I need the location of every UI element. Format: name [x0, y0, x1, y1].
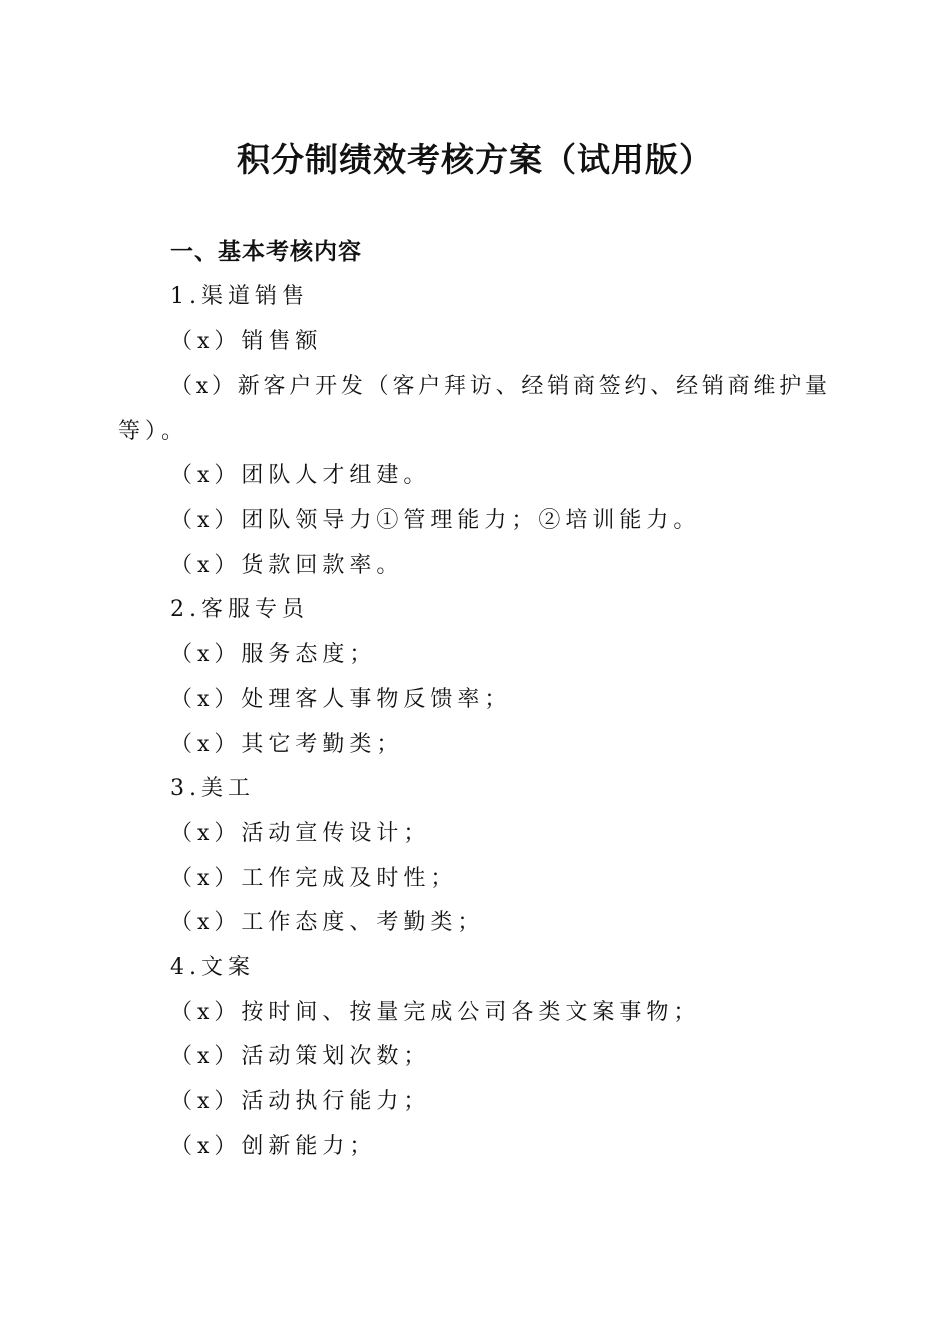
- list-item: （x）活动执行能力；: [170, 1089, 431, 1114]
- list-item: （x）按时间、按量完成公司各类文案事物；: [170, 1000, 701, 1025]
- list-item: （x）活动策划次数；: [170, 1044, 431, 1069]
- group-heading-art-design: 3.美工: [170, 776, 255, 801]
- list-item: （x）工作完成及时性；: [170, 866, 458, 891]
- group-heading-customer-service: 2.客服专员: [170, 597, 309, 622]
- list-item: （x）货款回款率。: [170, 553, 404, 578]
- document-title: 积分制绩效考核方案（试用版）: [237, 140, 713, 179]
- list-item: （x）工作态度、考勤类；: [170, 910, 485, 935]
- list-item-continuation: 等）。: [118, 419, 189, 444]
- list-item: （x）服务态度；: [170, 642, 377, 667]
- list-item: （x）其它考勤类；: [170, 732, 404, 757]
- list-item: （x）团队领导力①管理能力；②培训能力。: [170, 508, 701, 533]
- list-item: （x）新客户开发（客户拜访、经销商签约、经销商维护量: [170, 374, 830, 399]
- list-item: （x）团队人才组建。: [170, 463, 431, 488]
- list-item: （x）创新能力；: [170, 1134, 377, 1159]
- list-item: （x）活动宣传设计；: [170, 821, 431, 846]
- list-item: （x）处理客人事物反馈率；: [170, 687, 512, 712]
- group-heading-copywriting: 4.文案: [170, 955, 255, 980]
- section-heading: 一、基本考核内容: [170, 239, 362, 265]
- group-heading-channel-sales: 1.渠道销售: [170, 284, 309, 309]
- list-item: （x）销售额: [170, 329, 323, 354]
